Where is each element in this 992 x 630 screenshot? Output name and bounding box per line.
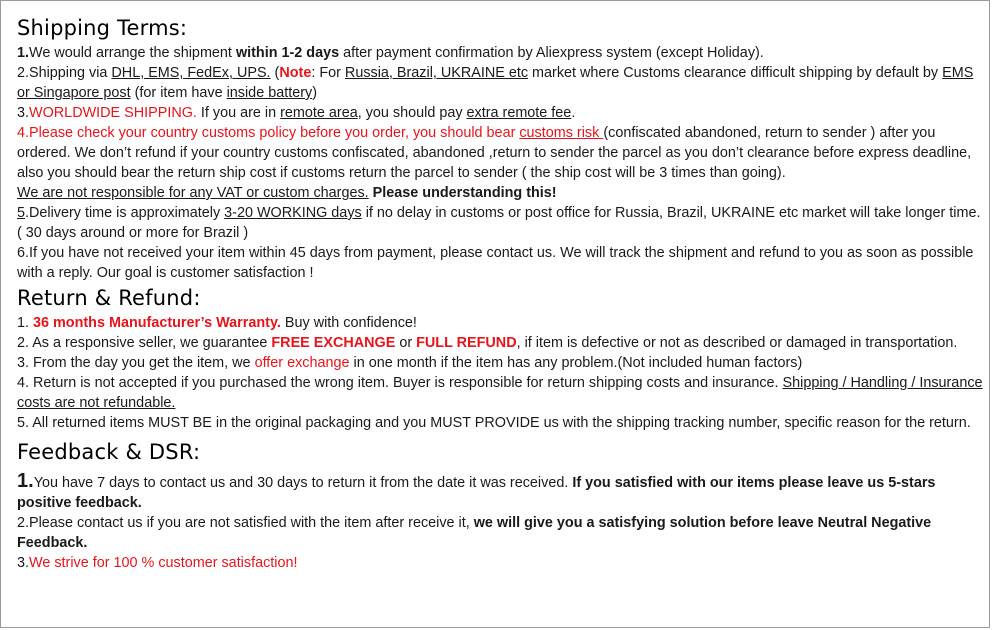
shipping-item-3: 3.WORLDWIDE SHIPPING. If you are in remote area, you should pay extra remote fee. xyxy=(17,105,576,121)
shipping-terms-heading: Shipping Terms: xyxy=(17,16,188,40)
feedback-item-3: 3.We strive for 100 % customer satisfaction! xyxy=(17,555,298,571)
return-refund-heading: Return & Refund: xyxy=(17,286,201,310)
feedback-dsr-heading: Feedback & DSR: xyxy=(17,440,201,464)
return-item-5: 5. All returned items MUST BE in the original packaging and you MUST PROVIDE us with the shipping tracking number, specific reason for the return. xyxy=(17,415,971,431)
return-item-1: 1. 36 months Manufacturer’s Warranty. Buy with confidence! xyxy=(17,315,417,331)
return-item-2: 2. As a responsive seller, we guarantee FREE EXCHANGE or FULL REFUND, if item is defective or not as described or damaged in transportation. xyxy=(17,335,958,351)
shipping-item-4: 4.Please check your country customs policy before you order, you should bear customs risk (confiscated abandoned, return to sender ) after you ordered. We don’t refund if your country customs confiscated, abandoned ,return to sender the parcel as you don’t clearance before express deadline, also you should bear the return ship cost if customs return the parcel to sender ( the ship cost will be 3 times than going). We are not responsible for any VAT or custom charges. Please understanding this! xyxy=(17,125,972,201)
feedback-item-2: 2.Please contact us if you are not satisfied with the item after receive it, we will give you a satisfying solution before leave Neutral Negative Feedback. xyxy=(17,515,932,551)
shipping-item-1: 1.We would arrange the shipment within 1-2 days after payment confirmation by Aliexpress system (except Holiday). xyxy=(17,45,764,61)
feedback-item-1: 1.You have 7 days to contact us and 30 days to return it from the date it was received. If you satisfied with our items please leave us 5-stars positive feedback. xyxy=(17,470,936,511)
shipping-item-6: 6.If you have not received your item within 45 days from payment, please contact us. We will track the shipment and refund to you as soon as possible with a reply. Our goal is customer satisfaction ! xyxy=(17,245,974,281)
policy-content xyxy=(17,15,983,573)
return-item-4: 4. Return is not accepted if you purchased the wrong item. Buyer is responsible for return shipping costs and insurance. Shipping / Handling / Insurance costs are not refundable. xyxy=(17,375,983,411)
shipping-item-5: 5.Delivery time is approximately 3-20 WORKING days if no delay in customs or post office for Russia, Brazil, UKRAINE etc market will take longer time.( 30 days around or more for Brazil ) xyxy=(17,205,981,241)
return-item-3: 3. From the day you get the item, we offer exchange in one month if the item has any problem.(Not included human factors) xyxy=(17,355,803,371)
shipping-item-2: 2.Shipping via DHL, EMS, FedEx, UPS. (Note: For Russia, Brazil, UKRAINE etc market where Customs clearance difficult shipping by default by EMS or Singapore post (for item have inside battery) xyxy=(17,65,974,101)
